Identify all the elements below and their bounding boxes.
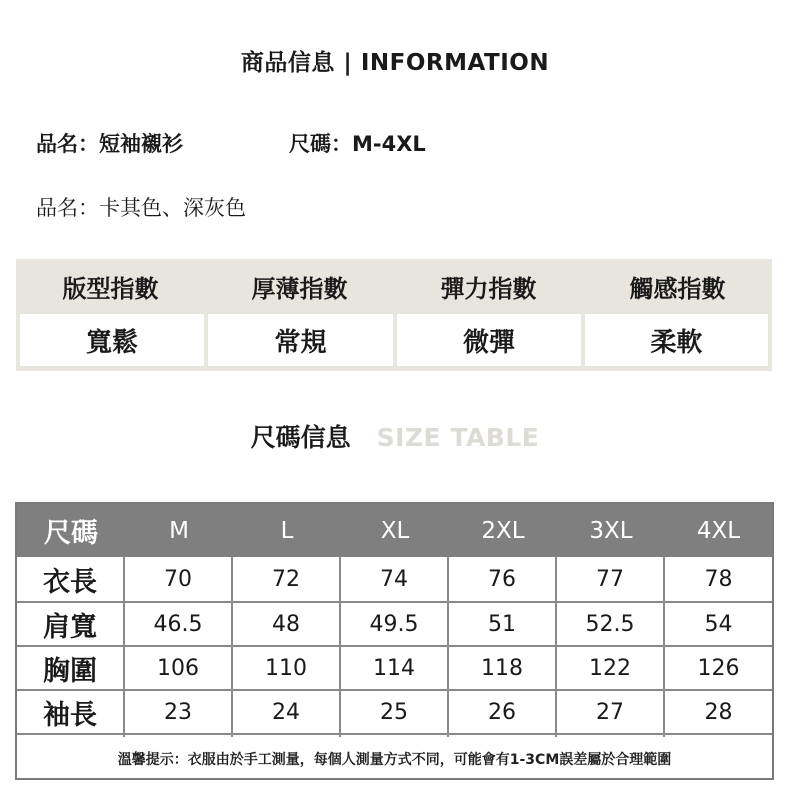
table-cell: 27: [596, 699, 624, 725]
table-cell: 114: [373, 655, 415, 681]
index-value-fit: 寬鬆: [20, 314, 204, 366]
table-cell: 52.5: [585, 611, 635, 637]
table-cell: 126: [697, 655, 740, 681]
table-cell: 72: [272, 566, 300, 592]
size-title-cn: 尺碼信息: [250, 423, 351, 452]
index-header-thickness: 厚薄指數: [251, 274, 348, 303]
size-title-en: SIZE TABLE: [376, 423, 540, 452]
index-header-touch: 觸感指數: [629, 274, 726, 303]
product-name: 品名：短袖襯衫: [36, 132, 183, 156]
size-table: [15, 502, 774, 780]
fabric-index-table: [16, 259, 772, 371]
row-label: 袖長: [43, 699, 97, 731]
table-cell: 122: [589, 655, 631, 681]
table-row: [17, 602, 772, 646]
table-cell: 106: [157, 655, 199, 681]
size-corner-label: 尺碼: [44, 518, 98, 549]
table-cell: 78: [704, 566, 733, 592]
size-col-header: 4XL: [696, 517, 741, 544]
index-value-thickness: 常規: [208, 314, 393, 366]
table-cell: 54: [704, 611, 733, 637]
size-col-header: M: [169, 517, 189, 544]
table-row: [17, 557, 772, 601]
product-size-range: 尺碼：M-4XL: [289, 132, 426, 156]
table-row: [17, 690, 772, 734]
table-cell: 77: [596, 566, 624, 592]
table-cell: 28: [704, 699, 733, 725]
row-label: 胸圍: [43, 655, 97, 687]
size-col-header: 3XL: [589, 517, 633, 544]
table-cell: 74: [380, 566, 408, 592]
table-cell: 48: [272, 611, 300, 637]
table-cell: 46.5: [153, 611, 203, 637]
table-cell: 26: [488, 699, 516, 725]
table-cell: 49.5: [369, 611, 419, 637]
product-colors: 品名：卡其色、深灰色: [36, 196, 246, 220]
row-label: 肩寬: [43, 611, 97, 643]
size-table-header: [17, 504, 772, 557]
row-label: 衣長: [43, 566, 97, 598]
size-col-header: XL: [380, 517, 410, 544]
size-col-header: 2XL: [481, 517, 525, 544]
size-col-header: L: [280, 517, 294, 544]
table-cell: 23: [164, 699, 192, 725]
index-value-elasticity: 微彈: [397, 314, 581, 366]
table-cell: 24: [272, 699, 300, 725]
table-cell: 76: [488, 566, 516, 592]
index-header-elasticity: 彈力指數: [440, 274, 537, 303]
table-cell: 25: [380, 699, 408, 725]
table-cell: 118: [481, 655, 523, 681]
page-title: 商品信息 | INFORMATION: [240, 50, 550, 76]
measurement-note: 溫馨提示：衣服由於手工測量，每個人測量方式不同，可能會有1-3CM誤差屬於合理範圍: [117, 752, 672, 768]
index-value-touch: 柔軟: [585, 314, 768, 366]
index-header-fit: 版型指數: [62, 274, 159, 303]
table-cell: 110: [265, 655, 307, 681]
table-cell: 70: [164, 566, 192, 592]
table-row: [17, 646, 772, 690]
size-section-title: [0, 418, 790, 454]
table-cell: 51: [488, 611, 516, 637]
